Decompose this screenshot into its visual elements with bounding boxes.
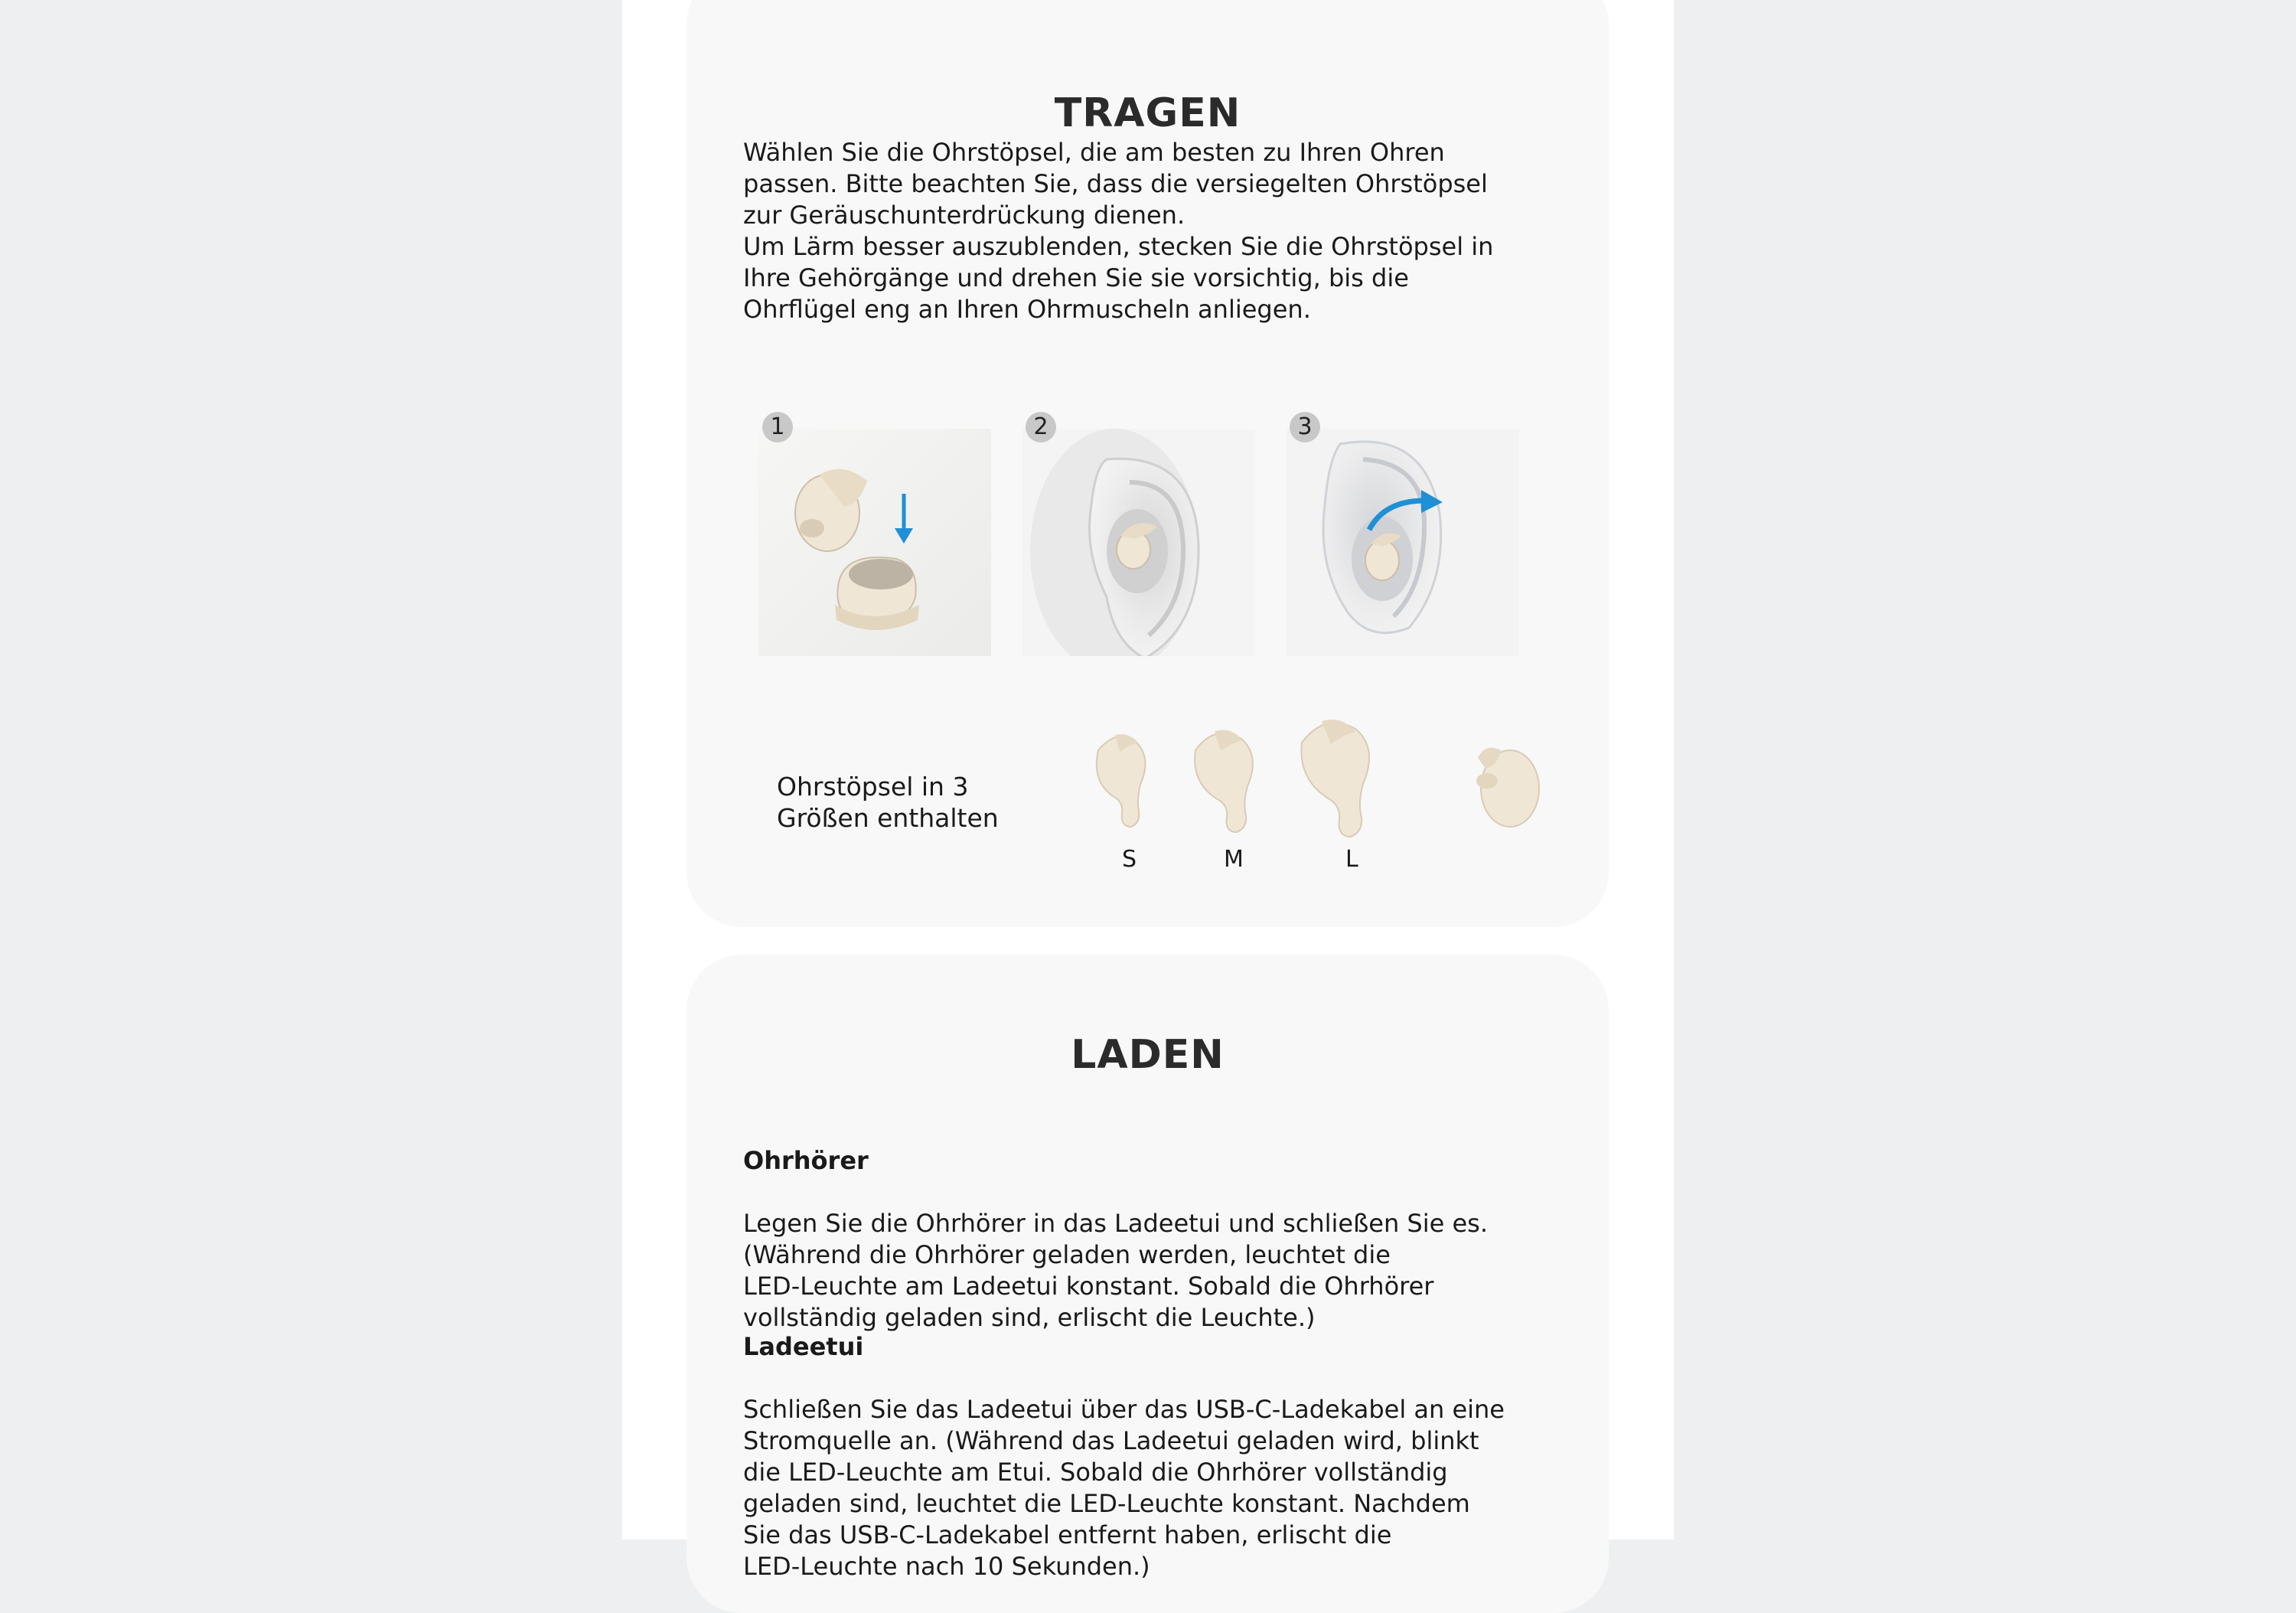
eartip-s-icon: [1083, 727, 1167, 834]
earbud-in-ear-illustration: [1022, 429, 1255, 656]
laden-title: LADEN: [1071, 1032, 1225, 1078]
size-s-label: S: [1122, 846, 1137, 873]
size-m-label: M: [1224, 846, 1244, 873]
ladeetui-text: Schließen Sie das Ladeetui über das USB-C-Ladekabel an eine Stromquelle an. (Während das Ladeetui geladen wird, blinkt die LED-Leuchte am Etui. Sobald die Ohrhörer vollständig geladen sind, leuchtet die LED-Leuchte konstant. Nachdem Sie das USB-C-Ladekabel entfernt haben, erlischt die LED-Leuchte nach 10 Sekunden.): [743, 1395, 1505, 1581]
step-1-image: [758, 429, 991, 656]
earbud-into-case-illustration: [758, 429, 991, 656]
page: [622, 0, 1674, 1581]
tragen-card: [687, 0, 1609, 927]
earbud-rotate-in-ear-illustration: [1287, 429, 1519, 656]
tragen-paragraph: Wählen Sie die Ohrstöpsel, die am besten zu Ihren Ohren passen. Bitte beachten Sie, dass die versiegelten Ohrstöpsel zur Geräuschunterdrückung dienen. Um Lärm besser auszublenden, stecken Sie die Ohrstöpsel in Ihre Gehörgänge und drehen Sie sie vorsichtig, bis die Ohrflügel eng an Ihren Ohrmuscheln anliegen.: [743, 138, 1494, 324]
laden-section-ladeetui: [743, 1300, 1570, 1582]
ohrhoerer-text: Legen Sie die Ohrhörer in das Ladeetui und schließen Sie es. (Während die Ohrhörer geladen werden, leuchtet die LED-Leuchte am Ladeetui konstant. Sobald die Ohrhörer vollständig geladen sind, erlischt die Leuchte.): [743, 1209, 1488, 1332]
earbud-side-view-icon: [1463, 735, 1547, 834]
eartip-m-icon: [1184, 723, 1276, 838]
step-1-badge: 1: [762, 412, 793, 442]
ladeetui-heading: Ladeetui: [743, 1332, 864, 1361]
step-3-image: [1287, 429, 1519, 656]
eartip-l-icon: [1293, 712, 1392, 842]
size-l-label: L: [1345, 846, 1358, 873]
step-2-badge: 2: [1026, 412, 1056, 442]
laden-card: [687, 955, 1609, 1613]
tragen-title: TRAGEN: [1054, 90, 1241, 136]
step-2-image: [1022, 429, 1255, 656]
step-3-badge: 3: [1290, 412, 1320, 442]
ohrhoerer-heading: Ohrhörer: [743, 1146, 869, 1175]
sizes-label: Ohrstöpsel in 3 Größen enthalten: [777, 772, 999, 833]
